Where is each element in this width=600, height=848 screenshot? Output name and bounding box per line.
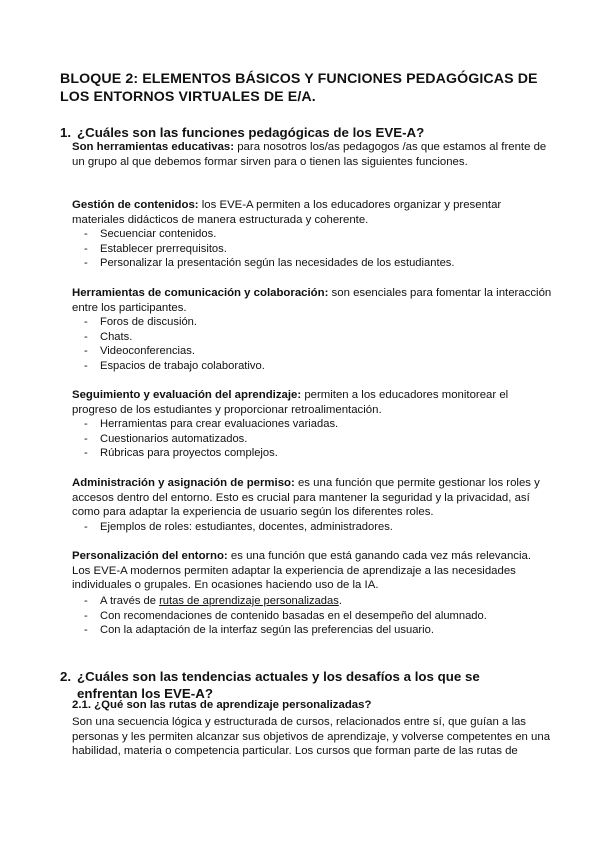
block-assessment — [72, 388, 552, 417]
block-term: Personalización del entorno: — [72, 550, 228, 562]
block-text: permiten a los educadores monitorear el progreso de los estudiantes y proporcionar retroalimentación. — [72, 389, 509, 416]
list-item: - Con la adaptación de la interfaz según las preferencias del usuario. — [84, 624, 434, 637]
list-item: - Personalizar la presentación según las necesidades de los estudiantes. — [84, 257, 455, 270]
bullet-list — [84, 594, 487, 638]
block-term: Gestión de contenidos: — [72, 199, 199, 211]
list-item: - Espacios de trabajo colaborativo. — [84, 359, 265, 372]
block-text: son esenciales para fomentar la interacción entre los participantes. — [72, 287, 552, 314]
block-permissions — [72, 476, 552, 520]
subsection-2-1-body: Son una secuencia lógica y estructurada de cursos, relacionados entre sí, que guían a las personas y les permiten alcanzar sus objetivos de aprendizaje, y volverse competentes en una habilidad, materia o competencia particular. Los cursos que forman parte de las rutas de — [72, 716, 551, 758]
section-2-number: 2. — [60, 669, 72, 684]
bullet-list — [84, 227, 455, 271]
personalized-paths-link[interactable]: rutas de aprendizaje personalizadas — [159, 595, 339, 607]
block-communication — [72, 286, 552, 315]
subsection-2-1-heading: 2.1. ¿Qué son las rutas de aprendizaje personalizadas? — [72, 699, 372, 711]
section-1-number: 1. — [60, 125, 72, 140]
list-item: - Rúbricas para proyectos complejos. — [84, 447, 278, 460]
section-1-intro — [72, 140, 552, 169]
block-content-management — [72, 198, 552, 227]
block-term: Herramientas de comunicación y colaboración: — [72, 287, 329, 299]
list-item: - Con recomendaciones de contenido basadas en el desempeño del alumnado. — [84, 609, 487, 622]
section-2-title: ¿Cuáles son las tendencias actuales y los desafíos a los que se enfrentan los EVE-A? — [77, 669, 480, 701]
block-text: los EVE-A permiten a los educadores organizar y presentar materiales didácticos de manera estructurada y coherente. — [72, 199, 502, 226]
list-item: - Secuenciar contenidos. — [84, 228, 217, 240]
list-item: - Cuestionarios automatizados. — [84, 432, 248, 445]
list-item: - Establecer prerrequisitos. — [84, 242, 227, 255]
block-personalization — [72, 549, 552, 593]
document-title: BLOQUE 2: ELEMENTOS BÁSICOS Y FUNCIONES PEDAGÓGICAS DE LOS ENTORNOS VIRTUALES DE E/A. — [60, 71, 538, 105]
list-item: - A través de rutas de aprendizaje personalizadas. — [84, 595, 342, 607]
list-item: - Videoconferencias. — [84, 345, 195, 358]
bullet-list — [84, 315, 265, 373]
section-1-title: ¿Cuáles son las funciones pedagógicas de los EVE-A? — [77, 125, 425, 140]
intro-bold-term: Son herramientas educativas: — [72, 141, 235, 153]
list-item: - Chats. — [84, 330, 133, 343]
list-item: - Ejemplos de roles: estudiantes, docentes, administradores. — [84, 521, 393, 533]
block-term: Seguimiento y evaluación del aprendizaje: — [72, 389, 302, 401]
block-text: es una función que está ganando cada vez más relevancia. Los EVE-A modernos permiten adaptar la experiencia de aprendizaje a las necesidades individuales o grupales. En ocasiones haciendo uso de la IA. — [72, 550, 532, 592]
bullet-list — [84, 417, 338, 461]
block-term: Administración y asignación de permiso: — [72, 477, 295, 489]
list-item: - Foros de discusión. — [84, 316, 198, 328]
bullet-list — [84, 520, 393, 535]
intro-text: para nosotros los/as pedagogos /as que estamos al frente de un grupo al que debemos formar sirven para o tienen las siguientes funciones. — [72, 141, 547, 168]
list-item: - Herramientas para crear evaluaciones variadas. — [84, 418, 339, 430]
block-text: es una función que permite gestionar los roles y accesos dentro del entorno. Esto es crucial para mantener la seguridad y la privacidad, así como para adaptar la experiencia de usuario según los diferentes roles. — [72, 477, 540, 519]
